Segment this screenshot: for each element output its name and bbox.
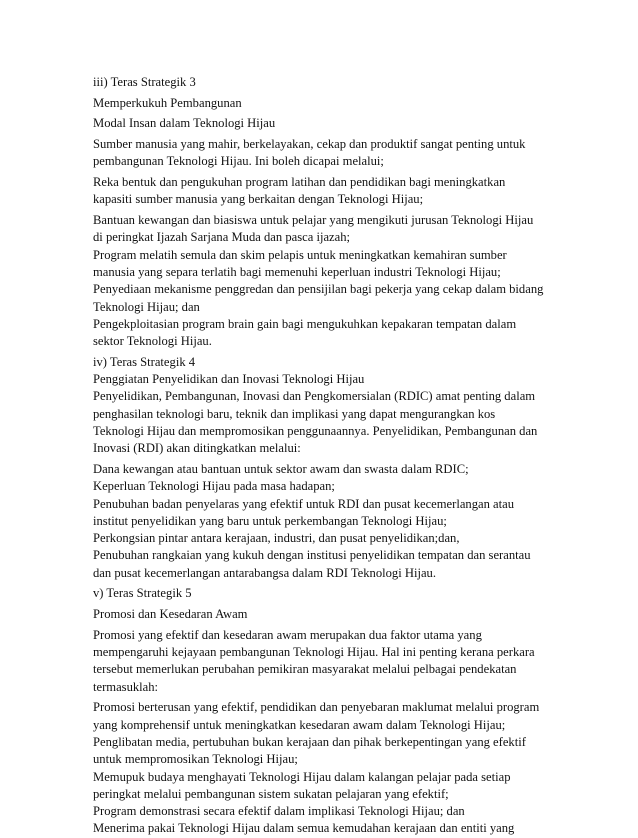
text-line: Penggiatan Penyelidikan dan Inovasi Teknologi Hijau [93,372,365,387]
text-line: tersebut memerlukan perubahan pemikiran masyarakat melalui pelbagai pendekatan [93,662,517,677]
paragraph [93,627,558,696]
text-line: penghasilan teknologi baru, teknik dan implikasi yang dapat mengurangkan kos [93,406,496,421]
paragraph [93,606,558,623]
text-line: kapasiti sumber manusia yang berkaitan dengan Teknologi Hijau; [93,192,424,207]
paragraph [93,174,558,209]
text-line: v) Teras Strategik 5 [93,586,192,601]
text-line: Program demonstrasi secara efektif dalam implikasi Teknologi Hijau; dan [93,804,465,819]
text-line: Promosi yang efektif dan kesedaran awam merupakan dua faktor utama yang [93,627,482,642]
paragraph [93,136,558,171]
text-line: dan pusat kecemerlangan antarabangsa dalam RDI Teknologi Hijau. [93,565,436,580]
text-line: pembangunan Teknologi Hijau. Ini boleh dicapai melalui; [93,154,384,169]
text-line: Program melatih semula dan skim pelapis untuk meningkatkan kemahiran sumber [93,247,507,262]
paragraph [93,354,558,458]
text-line: Pengekploitasian program brain gain bagi mengukuhkan kepakaran tempatan dalam [93,316,517,331]
text-line: Menerima pakai Teknologi Hijau dalam semua kemudahan kerajaan dan entiti yang [93,821,515,836]
document-body [93,74,558,838]
text-line: mempengaruhi kejayaan pembangunan Teknologi Hijau. Hal ini penting kerana perkara [93,645,535,660]
paragraph [93,74,558,91]
paragraph [93,699,558,837]
text-line: Teknologi Hijau dan mempromosikan penggunaannya. Penyelidikan, Pembangunan dan [93,423,538,438]
text-line: Inovasi (RDI) akan ditingkatkan melalui: [93,441,301,456]
text-line: Teknologi Hijau; dan [93,299,200,314]
text-line: sektor Teknologi Hijau. [93,334,212,349]
paragraph [93,585,558,602]
text-line: Promosi berterusan yang efektif, pendidikan dan penyebaran maklumat melalui program [93,700,540,715]
paragraph [93,115,558,132]
text-line: Penglibatan media, pertubuhan bukan kerajaan dan pihak berkepentingan yang efektif [93,734,526,749]
paragraph [93,461,558,582]
text-line: iv) Teras Strategik 4 [93,354,196,369]
text-line: Reka bentuk dan pengukuhan program latihan dan pendidikan bagi meningkatkan [93,175,506,190]
text-line: Memperkukuh Pembangunan [93,95,242,110]
text-line: Penyelidikan, Pembangunan, Inovasi dan Pengkomersialan (RDIC) amat penting dalam [93,389,536,404]
text-line: untuk mempromosikan Teknologi Hijau; [93,752,298,767]
text-line: di peringkat Ijazah Sarjana Muda dan pasca ijazah; [93,230,351,245]
text-line: Perkongsian pintar antara kerajaan, industri, dan pusat penyelidikan;dan, [93,531,460,546]
text-line: Penubuhan badan penyelaras yang efektif untuk RDI dan pusat kecemerlangan atau [93,496,515,511]
text-line: Modal Insan dalam Teknologi Hijau [93,116,276,131]
text-line: Sumber manusia yang mahir, berkelayakan, cekap dan produktif sangat penting untuk [93,137,526,152]
paragraph [93,95,558,112]
text-line: Dana kewangan atau bantuan untuk sektor awam dan swasta dalam RDIC; [93,461,469,476]
text-line: Bantuan kewangan dan biasiswa untuk pelajar yang mengikuti jurusan Teknologi Hijau [93,213,534,228]
text-line: peringkat melalui pembangunan sistem sukatan pelajaran yang efektif; [93,786,449,801]
text-line: Keperluan Teknologi Hijau pada masa hadapan; [93,479,335,494]
text-line: Promosi dan Kesedaran Awam [93,607,248,622]
text-line: Memupuk budaya menghayati Teknologi Hijau dalam kalangan pelajar pada setiap [93,769,511,784]
text-line: yang komprehensif untuk meningkatkan kesedaran awam dalam Teknologi Hijau; [93,717,506,732]
text-line: Penubuhan rangkaian yang kukuh dengan institusi penyelidikan tempatan dan serantau [93,548,531,563]
text-line: institut penyelidikan yang baru untuk perkembangan Teknologi Hijau; [93,513,447,528]
text-line: manusia yang separa terlatih bagi memenuhi keperluan industri Teknologi Hijau; [93,264,501,279]
text-line: Penyediaan mekanisme penggredan dan pensijilan bagi pekerja yang cekap dalam bidang [93,282,544,297]
text-line: termasuklah: [93,679,159,694]
text-line: iii) Teras Strategik 3 [93,75,196,89]
paragraph [93,212,558,350]
